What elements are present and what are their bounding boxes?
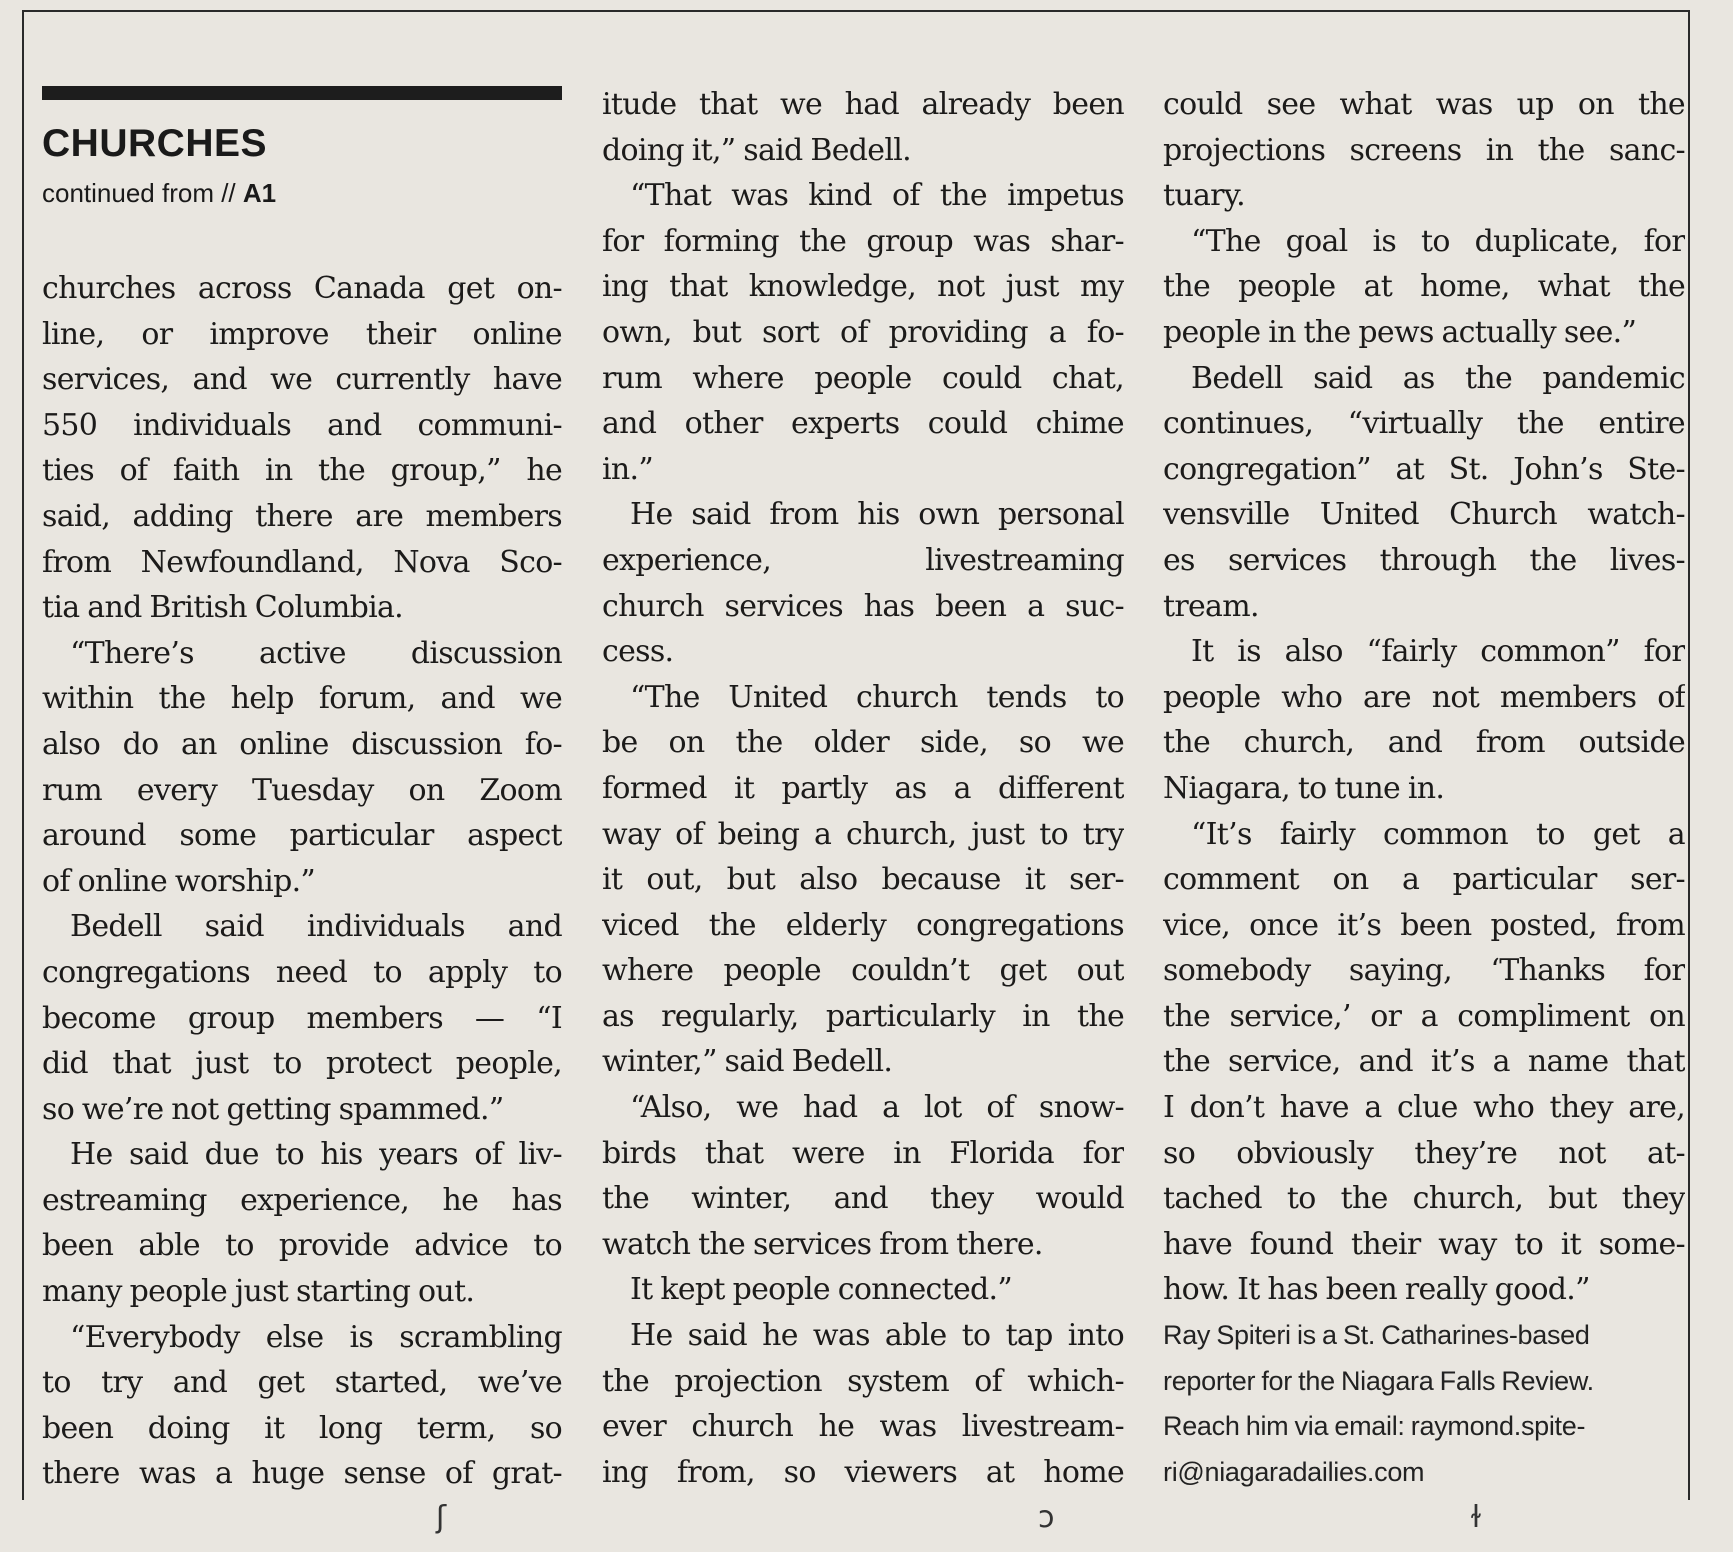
text-line: I don’t have a clue who they are, xyxy=(1163,1090,1685,1126)
text-line: it out, but also because it ser- xyxy=(602,862,1124,898)
text-line: the people at home, what the xyxy=(1163,269,1685,305)
bio-line: Reach him via email: raymond.spite- xyxy=(1163,1411,1586,1442)
text-line: where people couldn’t get out xyxy=(602,953,1124,989)
text-line: tached to the church, but they xyxy=(1163,1181,1685,1217)
text-line: “It’s fairly common to get a xyxy=(1191,816,1685,852)
text-line: “There’s active discussion xyxy=(70,635,562,671)
text-line: experience, livestreaming xyxy=(602,542,1124,578)
text-line: become group members — “I xyxy=(42,1000,562,1036)
text-line: ing from, so viewers at home xyxy=(602,1454,1124,1490)
text-line: services, and we currently have xyxy=(42,362,562,398)
text-line: church services has been a suc- xyxy=(602,588,1124,624)
text-line: es services through the lives- xyxy=(1163,542,1685,578)
text-line: as regularly, particularly in the xyxy=(602,998,1124,1034)
text-line: viced the elderly congregations xyxy=(602,907,1124,943)
text-line: the service, and it’s a name that xyxy=(1163,1044,1685,1080)
text-line: been doing it long term, so xyxy=(42,1410,562,1446)
scan-mark: ɫ xyxy=(1470,1500,1482,1535)
text-line: formed it partly as a different xyxy=(602,770,1124,806)
top-rule xyxy=(22,10,1690,12)
text-line: many people just starting out. xyxy=(42,1274,475,1310)
text-line: comment on a particular ser- xyxy=(1163,862,1685,898)
text-line: the service,’ or a compliment on xyxy=(1163,998,1685,1034)
text-line: He said he was able to tap into xyxy=(630,1318,1124,1354)
right-rule xyxy=(1688,10,1690,1500)
text-line: within the help forum, and we xyxy=(42,681,562,717)
text-line: way of being a church, just to try xyxy=(602,816,1124,852)
author-bio xyxy=(1163,1313,1685,1495)
scan-mark: ɔ xyxy=(1038,1500,1055,1535)
text-line: He said from his own personal xyxy=(630,497,1124,533)
jump-line xyxy=(42,178,276,209)
text-line: It kept people connected.” xyxy=(630,1272,1013,1308)
text-line: around some particular aspect xyxy=(42,818,562,854)
text-line: Bedell said as the pandemic xyxy=(1191,360,1685,396)
text-line: cess. xyxy=(602,634,674,670)
text-line: have found their way to it some- xyxy=(1163,1226,1685,1262)
text-line: said, adding there are members xyxy=(42,498,562,534)
text-line: “Everybody else is scrambling xyxy=(70,1319,562,1355)
text-line: winter,” said Bedell. xyxy=(602,1044,893,1080)
text-line: “Also, we had a lot of snow- xyxy=(630,1090,1124,1126)
text-line: 550 individuals and communi- xyxy=(42,407,562,443)
column-3 xyxy=(1163,82,1685,1495)
text-line: for forming the group was shar- xyxy=(602,223,1124,259)
bio-line: Ray Spiteri is a St. Catharines-based xyxy=(1163,1320,1590,1351)
text-line: watch the services from there. xyxy=(602,1226,1043,1262)
scan-mark: ʃ xyxy=(436,1500,447,1535)
text-line: from Newfoundland, Nova Sco- xyxy=(42,544,562,580)
text-line: estreaming experience, he has xyxy=(42,1182,562,1218)
text-line: so obviously they’re not at- xyxy=(1163,1135,1685,1171)
text-line: also do an online discussion fo- xyxy=(42,726,562,762)
text-line: the projection system of which- xyxy=(602,1363,1124,1399)
column-2 xyxy=(602,82,1124,1495)
text-line: somebody saying, ‘Thanks for xyxy=(1163,953,1685,989)
jump-ref: A1 xyxy=(242,178,277,208)
text-line: tream. xyxy=(1163,588,1259,624)
text-line: It is also “fairly common” for xyxy=(1191,634,1685,670)
text-line: of online worship.” xyxy=(42,863,316,899)
text-line: to try and get started, we’ve xyxy=(42,1365,562,1401)
text-line: did that just to protect people, xyxy=(42,1046,562,1082)
text-line: own, but sort of providing a fo- xyxy=(602,314,1124,350)
text-line: He said due to his years of liv- xyxy=(70,1137,562,1173)
text-line: rum where people could chat, xyxy=(602,360,1124,396)
text-line: could see what was up on the xyxy=(1163,87,1685,122)
column-3-body xyxy=(1163,82,1685,1313)
text-line: continues, “virtually the entire xyxy=(1163,406,1685,442)
text-line: doing it,” said Bedell. xyxy=(602,132,911,168)
text-line: tuary. xyxy=(1163,178,1245,214)
left-rule xyxy=(22,10,24,1500)
text-line: ever church he was livestream- xyxy=(602,1409,1124,1445)
bio-line: ri@niagaradailies.com xyxy=(1163,1456,1425,1487)
text-line: and other experts could chime xyxy=(602,406,1124,442)
text-line: people who are not members of xyxy=(1163,679,1685,715)
text-line: birds that were in Florida for xyxy=(602,1135,1124,1171)
text-line: itude that we had already been xyxy=(602,87,1124,122)
bio-line: reporter for the Niagara Falls Review. xyxy=(1163,1365,1594,1396)
text-line: “That was kind of the impetus xyxy=(630,178,1124,214)
text-line: line, or improve their online xyxy=(42,316,562,352)
text-line: be on the older side, so we xyxy=(602,725,1124,761)
text-line: congregation” at St. John’s Ste- xyxy=(1163,451,1685,487)
section-heading-bar xyxy=(42,86,562,100)
text-line: in.” xyxy=(602,451,653,487)
text-line: “The United church tends to xyxy=(630,679,1124,715)
text-line: rum every Tuesday on Zoom xyxy=(42,772,562,808)
text-line: ties of faith in the group,” he xyxy=(42,453,562,489)
text-line: churches across Canada get on- xyxy=(42,271,562,306)
text-line: been able to provide advice to xyxy=(42,1228,562,1264)
jump-text: continued from // xyxy=(42,178,236,208)
text-line: the church, and from outside xyxy=(1163,725,1685,761)
text-line: people in the pews actually see.” xyxy=(1163,314,1637,350)
text-line: “The goal is to duplicate, for xyxy=(1191,223,1685,259)
text-line: there was a huge sense of grat- xyxy=(42,1456,562,1492)
text-line: vice, once it’s been posted, from xyxy=(1163,907,1685,943)
text-line: Bedell said individuals and xyxy=(70,909,562,945)
section-slug: CHURCHES xyxy=(42,122,268,165)
text-line: how. It has been really good.” xyxy=(1163,1272,1590,1308)
text-line: ing that knowledge, not just my xyxy=(602,269,1124,305)
text-line: projections screens in the sanc- xyxy=(1163,132,1685,168)
text-line: vensville United Church watch- xyxy=(1163,497,1685,533)
text-line: Niagara, to tune in. xyxy=(1163,770,1445,806)
text-line: the winter, and they would xyxy=(602,1181,1124,1217)
text-line: tia and British Columbia. xyxy=(42,590,404,626)
text-line: congregations need to apply to xyxy=(42,954,562,990)
column-1 xyxy=(42,266,562,1497)
text-line: so we’re not getting spammed.” xyxy=(42,1091,504,1127)
